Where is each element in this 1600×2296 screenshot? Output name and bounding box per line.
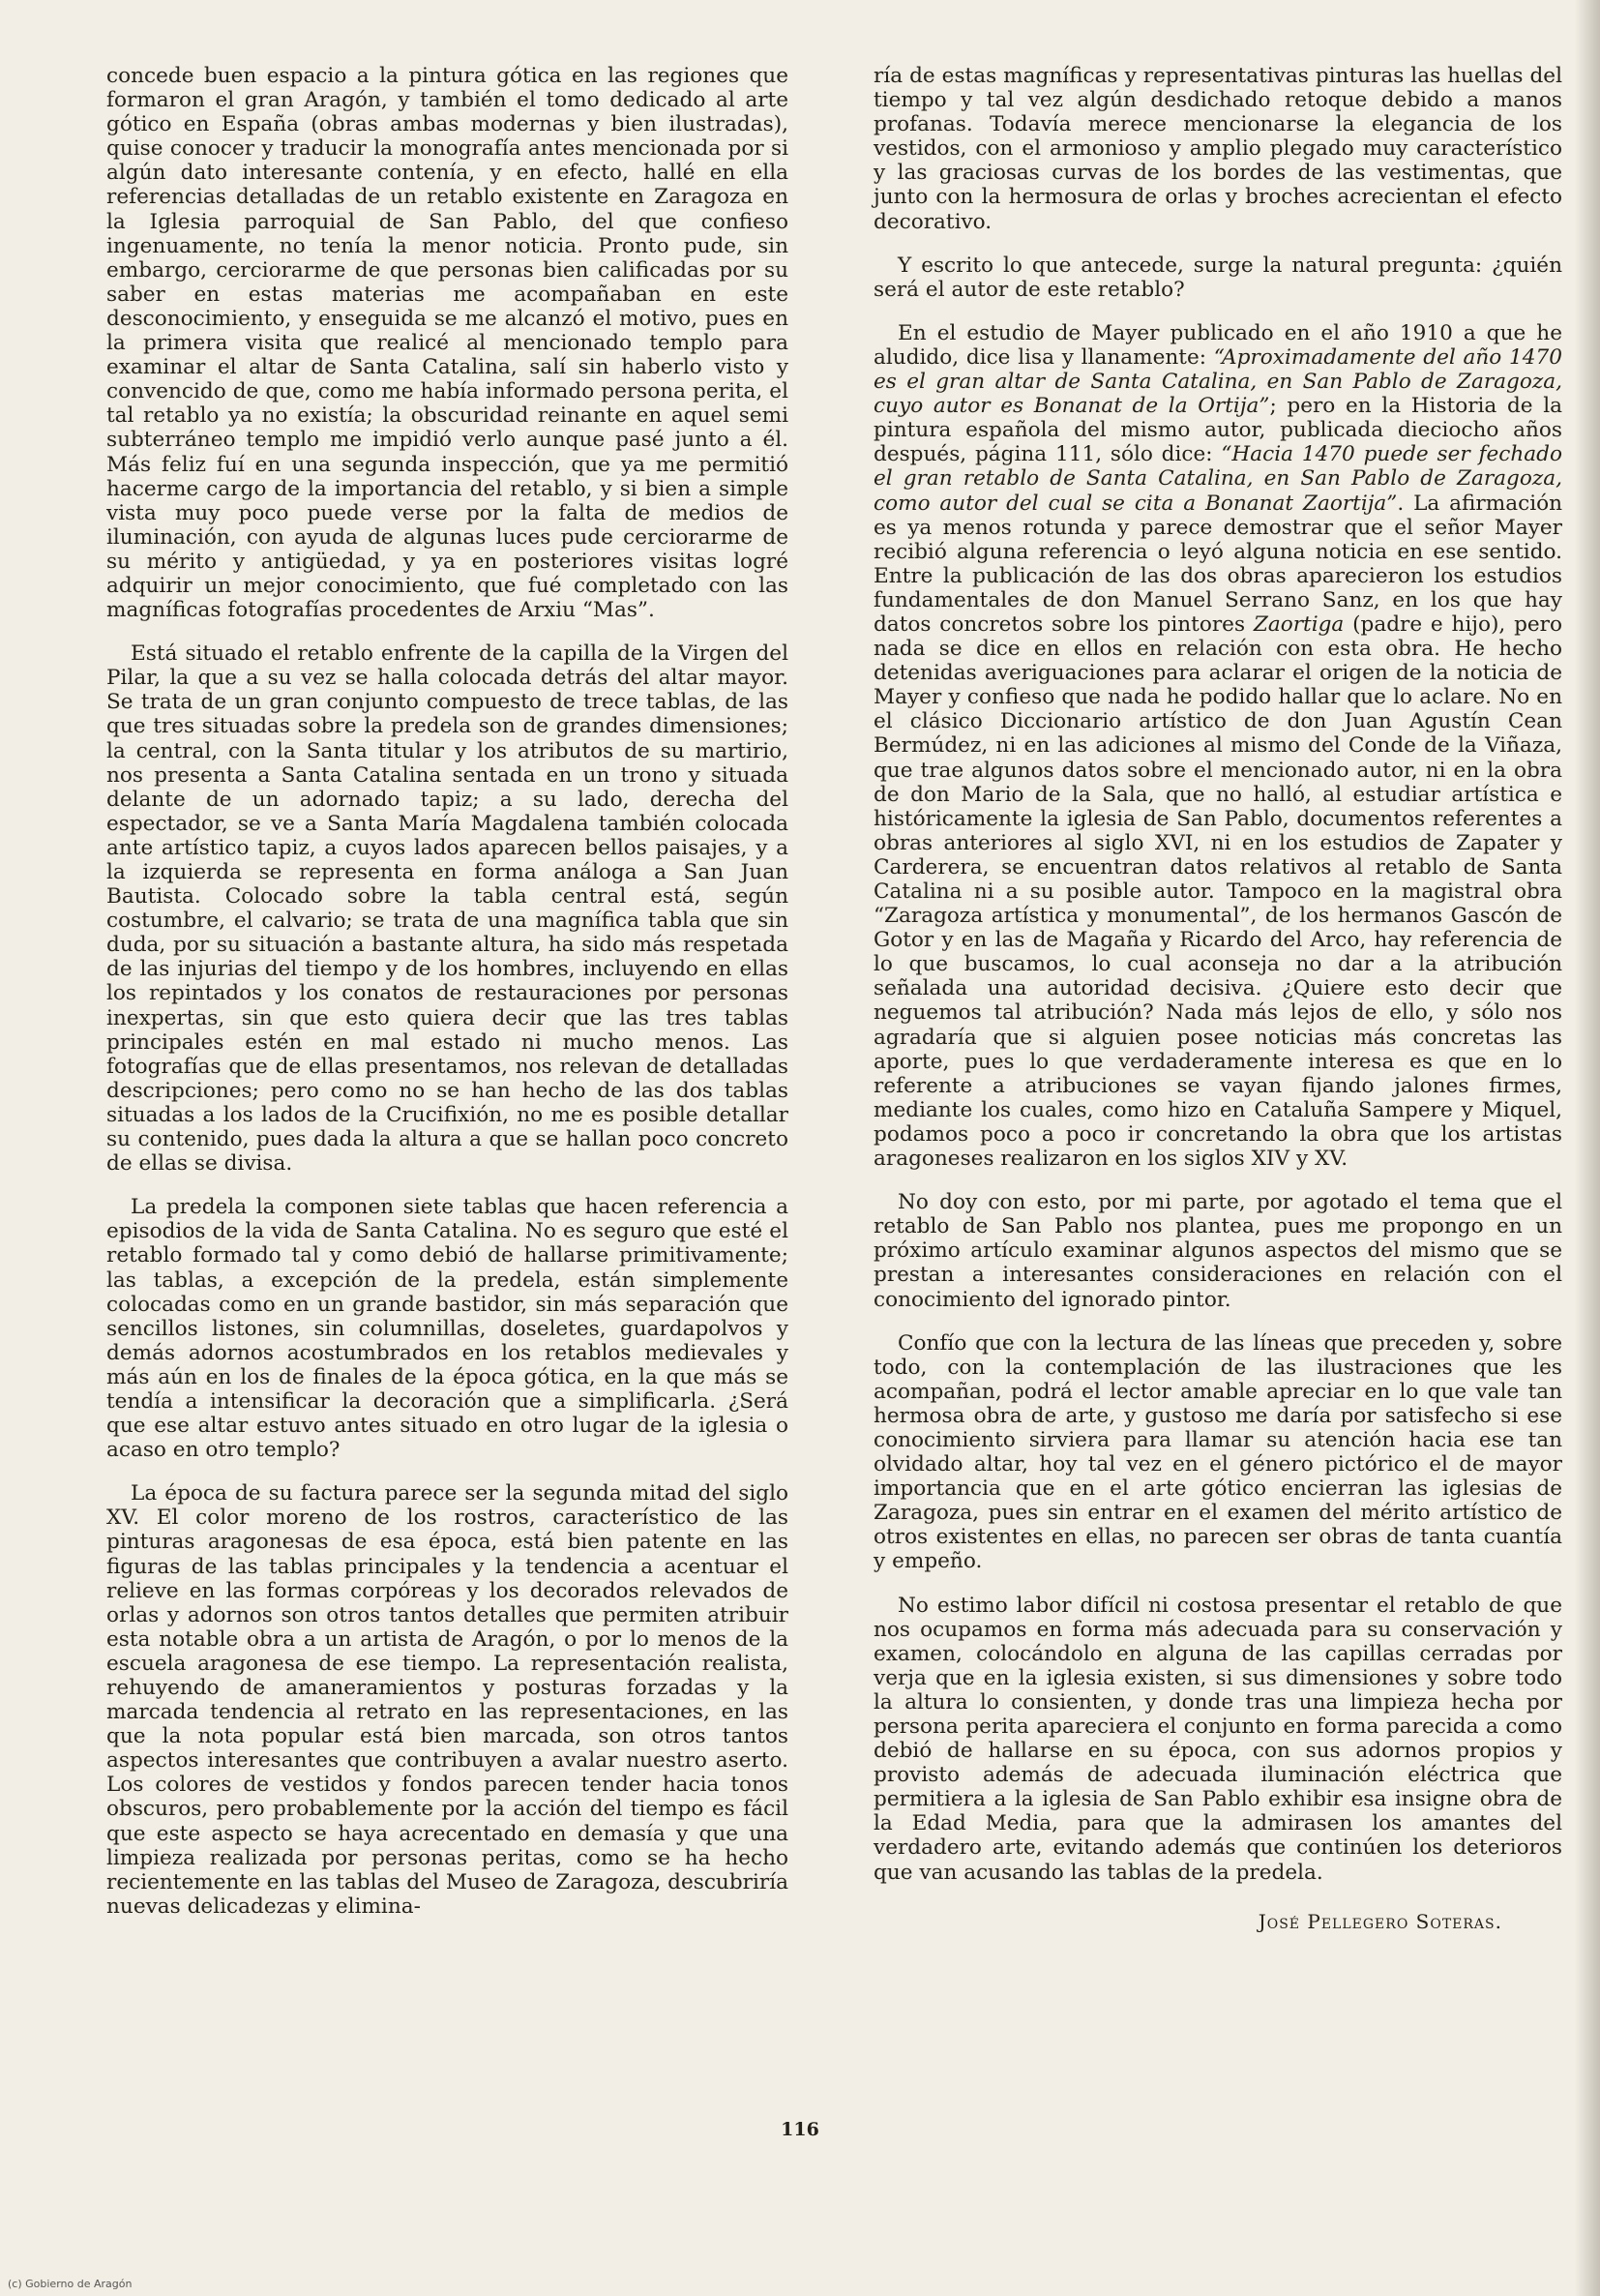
right-paragraph-3-text-b: ; pero en la Historia de la pintura española del mismo autor, publicada dieciocho años después, página 111, sólo dice:	[874, 394, 1562, 467]
right-paragraph-1: ría de estas magníficas y representativas pinturas las huellas del tiempo y tal vez algún desdichado retoque debido a manos profanas. Todavía merece mencionarse la elegancia de los vestidos, con el armonioso y amplio plegado muy característico y las graciosas curvas de los bordes de las vestimentas, que junto con la hermosura de orlas y broches acrecientan el efecto decorativo.	[874, 64, 1562, 234]
left-paragraph-1: concede buen espacio a la pintura gótica en las regiones que formaron el gran Aragón, y también el tomo dedicado al arte gótico en España (obras ambas modernas y bien ilustradas), quise conocer y traducir la monografía antes mencionada por si algún dato interesante contenía, y en efecto, hallé en ella referencias detalladas de un retablo existente en Zaragoza en la Iglesia parroquial de San Pablo, del que confieso ingenuamente, no tenía la menor noticia. Pronto pude, sin embargo, cerciorarme de que personas bien calificadas por su saber en estas materias me acompañaban en este desconocimiento, y enseguida se me alcanzó el motivo, pues en la primera visita que realicé al mencionado templo para examinar el altar de Santa Catalina, salí sin haberlo visto y convencido de que, como me había informado persona perita, el tal retablo ya no existía; la obscuridad reinante en aquel semi subterráneo templo me impidió verlo aunque pasé junto a él. Más feliz fuí en una segunda inspección, que ya me permitió hacerme cargo de la importancia del retablo, y si bien a simple vista muy poco puede verse por la falta de medios de iluminación, con ayuda de algunas luces pude cerciorarme de su mérito y antigüedad, y ya en posteriores visitas logré adquirir un mejor conocimiento, que fué completado con las magníficas fotografías procedentes de Arxiu “Mas”.	[106, 64, 788, 623]
right-column	[874, 64, 1562, 1934]
author-signature: José Pellegero Soteras.	[1258, 1909, 1502, 1933]
right-paragraph-3-text-a: En el estudio de Mayer publicado en el año 1910 a que he aludido, dice lisa y llanamente:	[874, 320, 1562, 370]
left-paragraph-4: La época de su factura parece ser la segunda mitad del siglo XV. El color moreno de los rostros, característico de las pinturas aragonesas de esa época, está bien patente en las figuras de las tablas principales y la tendencia a acentuar el relieve en las formas corpóreas y los decorados relevados de orlas y adornos son otros tantos detalles que permiten atribuir esta notable obra a un artista de Aragón, o por lo menos de la escuela aragonesa de ese tiempo. La representación realista, rehuyendo de amaneramientos y posturas forzadas y la marcada tendencia al retrato en las representaciones, en las que la nota popular está bien marcada, son otros tantos aspectos interesantes que contribuyen a avalar nuestro aserto. Los colores de vestidos y fondos parecen tender hacia tonos obscuros, pero probablemente por la acción del tiempo es fácil que este aspecto se haya acrecentado en demasía y que una limpieza realizada por personas peritas, como se ha hecho recientemente en las tablas del Museo de Zaragoza, descubriría nuevas delicadezas y elimina-	[106, 1481, 788, 1919]
right-paragraph-2: Y escrito lo que antecede, surge la natural pregunta: ¿quién será el autor de este retablo?	[874, 253, 1562, 302]
page-edge-shadow	[1575, 0, 1600, 2296]
right-paragraph-3	[874, 321, 1562, 1171]
right-paragraph-3-text-c: . La afirmación es ya menos rotunda y parece demostrar que el señor Mayer recibió alguna referencia o leyó alguna noticia en ese sentido. Entre la publicación de las dos obras aparecieron los estudios fundamentales de don Manuel Serrano Sanz, en los que hay datos concretos sobre los pintores	[874, 491, 1563, 637]
left-column	[106, 64, 788, 1938]
left-paragraph-2: Está situado el retablo enfrente de la capilla de la Virgen del Pilar, la que a su vez se halla colocada detrás del altar mayor. Se trata de un gran conjunto compuesto de trece tablas, de las que tres situadas sobre la predela son de grandes dimensiones; la central, con la Santa titular y los atributos de su martirio, nos presenta a Santa Catalina sentada en un trono y situada delante de un adornado tapiz; a su lado, derecha del espectador, se ve a Santa María Magdalena también colocada ante artístico tapiz, a cuyos lados aparecen bellos paisajes, y a la izquierda se representa en forma análoga a San Juan Bautista. Colocado sobre la tabla central está, según costumbre, el calvario; se trata de una magnífica tabla que sin duda, por su situación a bastante altura, ha sido más respetada de las injurias del tiempo y de los hombres, incluyendo en ellas los repintados y los conatos de restauraciones por personas inexpertas, sin que esto quiera decir que las tres tablas principales estén en mal estado ni mucho menos. Las fotografías que de ellas presentamos, nos relevan de detalladas descripciones; pero como no se han hecho de las dos tablas situadas a los lados de la Crucifixión, no me es posible detallar su contenido, pues dada la altura a que se hallan poco concreto de ellas se divisa.	[106, 641, 788, 1177]
copyright-notice: (c) Gobierno de Aragón	[8, 2278, 133, 2290]
mayer-quote-2: “Hacia 1470 puede ser fechado el gran retablo de Santa Catalina, en San Pablo de Zaragoza, como autor del cual se cita a Bonanat Zaortija”	[874, 442, 1562, 516]
page-number: 116	[781, 2119, 819, 2140]
right-paragraph-5: Confío que con la lectura de las líneas que preceden y, sobre todo, con la contemplación de las ilustraciones que les acompañan, podrá el lector amable apreciar en lo que vale tan hermosa obra de arte, y gustoso me daría por satisfecho si ese conocimiento sirviera para llamar su atención hacia ese tan olvidado altar, hoy tal vez en el género pictórico el de mayor importancia que en el arte gótico encierran las iglesias de Zaragoza, pues sin entrar en el examen del mérito artístico de otros existentes en ellas, no parecen ser obras de tanta cuantía y empeño.	[874, 1330, 1562, 1574]
mayer-quote-1: “Aproximadamente del año 1470 es el gran altar de Santa Catalina, en San Pablo de Zaragoza, cuyo autor es Bonanat de la Ortija”	[874, 344, 1562, 419]
right-paragraph-4: No doy con esto, por mi parte, por agotado el tema que el retablo de San Pablo nos plantea, pues me propongo en un próximo artículo examinar algunos aspectos del mismo que se prestan a interesantes consideraciones en relación con el conocimiento del ignorado pintor.	[874, 1190, 1562, 1312]
right-paragraph-6: No estimo labor difícil ni costosa presentar el retablo de que nos ocupamos en forma más adecuada para su conservación y examen, colocándolo en alguna de las capillas cerradas por verja que en la iglesia existen, si sus dimensiones y sobre todo la altura lo consienten, y donde tras una limpieza hecha por persona perita apareciera el conjunto en forma parecida a como debió de hallarse en su época, con sus adornos propios y provisto además de adecuada iluminación eléctrica que permitiera a la iglesia de San Pablo exhibir esa insigne obra de la Edad Media, para que la admirasen los amantes del verdadero arte, evitando además que continúen los deterioros que van acusando las tablas de la predela.	[874, 1593, 1562, 1885]
left-paragraph-3: La predela la componen siete tablas que hacen referencia a episodios de la vida de Santa Catalina. No es seguro que esté el retablo formado tal y como debió de hallarse primitivamente; las tablas, a excepción de la predela, están simplemente colocadas como en un grande bastidor, sin más separación que sencillos listones, sin columnillas, doseletes, guardapolvos y demás adornos acostumbrados en los retablos medievales y más aún en los de finales de la época gótica, en la que más se tendía a intensificar la decoración que a simplificarla. ¿Será que ese altar estuvo antes situado en otro lugar de la iglesia o acaso en otro templo?	[106, 1195, 788, 1463]
right-paragraph-3-text-d: (padre e hijo), pero nada se dice en ellos en relación con esta obra. He hecho detenidas averiguaciones para aclarar el origen de la noticia de Mayer y confieso que nada he podido hallar que lo aclare. No en el clásico Diccionario artístico de don Juan Agustín Cean Bermúdez, ni en las adiciones al mismo del Conde de la Viñaza, que trae algunos datos sobre el mencionado autor, ni en la obra de don Mario de la Sala, que no halló, al estudiar artística e históricamente la iglesia de San Pablo, documentos referentes a obras anteriores al siglo XVI, ni en los estudios de Zapater y Carderera, se encuentran datos relativos al retablo de Santa Catalina ni a su posible autor. Tampoco en la magistral obra “Zaragoza artística y monumental”, de los hermanos Gascón de Gotor y en las de Magaña y Ricardo del Arco, hay referencia de lo que buscamos, lo cual aconseja no dar a la atribución señalada una autoridad decisiva. ¿Quiere esto decir que neguemos tal atribución? Nada más lejos de ello, y sólo nos agradaría que si alguien posee noticias más concretas las aporte, pues lo que verdaderamente interesa es que en lo referente a atribuciones se vayan fijando jalones firmes, mediante los cuales, como hizo en Cataluña Sampere y Miquel, podamos poco a poco ir concretando la obra que los artistas aragoneses realizaron en los siglos XIV y XV.	[874, 611, 1562, 1172]
zaortiga-name: Zaortiga	[1253, 611, 1345, 637]
